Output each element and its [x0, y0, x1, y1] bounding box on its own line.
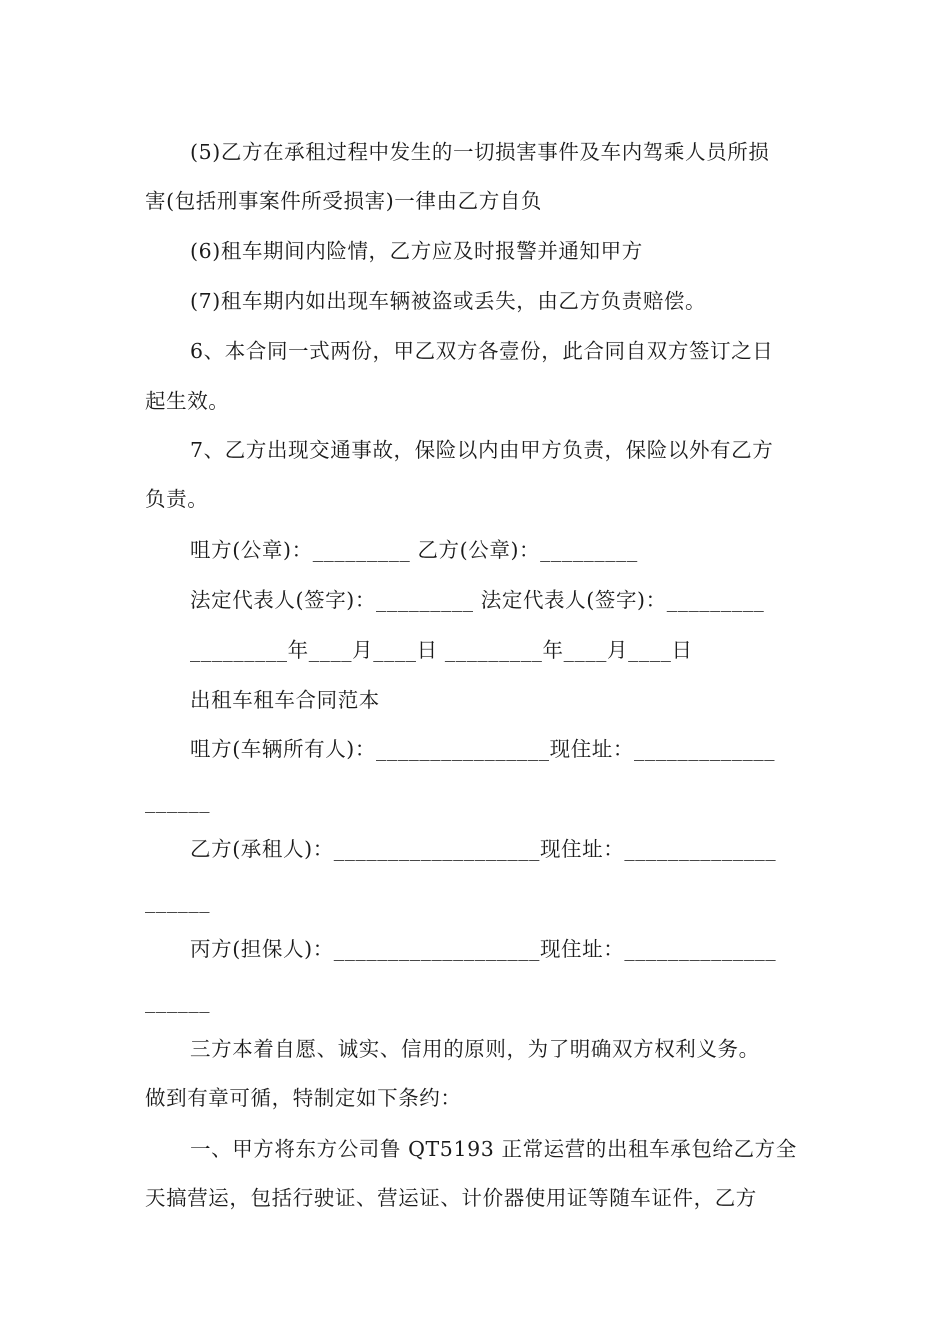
seal-line: 咀方(公章)：_________ 乙方(公章)：_________ — [190, 538, 638, 562]
principle-line-2: 做到有章可循，特制定如下条约： — [145, 1086, 462, 1110]
party-a-line: 咀方(车辆所有人)：________________现住址：_____________ — [190, 737, 776, 761]
clause-5-line-1: (5)乙方在承租过程中发生的一切损害事件及车内驾乘人员所损 — [190, 140, 770, 164]
article-7-line-1: 7、乙方出现交通事故，保险以内由甲方负责，保险以外有乙方 — [190, 438, 774, 462]
party-a-continuation: ______ — [145, 789, 211, 813]
party-c-continuation: ______ — [145, 989, 211, 1013]
date-line: _________年____月____日 _________年____月____日 — [190, 638, 693, 662]
party-b-line: 乙方(承租人)：___________________现住址：______________ — [190, 837, 777, 861]
party-b-continuation: ______ — [145, 889, 211, 913]
article-6-line-2: 起生效。 — [145, 389, 230, 413]
clause-one-line-1: 一、甲方将东方公司鲁 QT5193 正常运营的出租车承包给乙方全 — [190, 1137, 797, 1161]
clause-one-line-2: 天搞营运，包括行驶证、营运证、计价器使用证等随车证件，乙方 — [145, 1186, 757, 1210]
article-7-line-2: 负责。 — [145, 487, 209, 511]
contract-title: 出租车租车合同范本 — [190, 688, 380, 712]
article-6-line-1: 6、本合同一式两份，甲乙双方各壹份，此合同自双方签订之日 — [190, 339, 774, 363]
clause-6: (6)租车期间内险情，乙方应及时报警并通知甲方 — [190, 239, 643, 263]
principle-line-1: 三方本着自愿、诚实、信用的原则，为了明确双方权利义务。 — [190, 1037, 760, 1061]
party-c-line: 丙方(担保人)：___________________现住址：______________ — [190, 937, 777, 961]
clause-7: (7)租车期内如出现车辆被盗或丢失，由乙方负责赔偿。 — [190, 289, 707, 313]
clause-5-line-2: 害(包括刑事案件所受损害)一律由乙方自负 — [145, 189, 542, 213]
signature-line: 法定代表人(签字)：_________ 法定代表人(签字)：_________ — [190, 588, 765, 612]
